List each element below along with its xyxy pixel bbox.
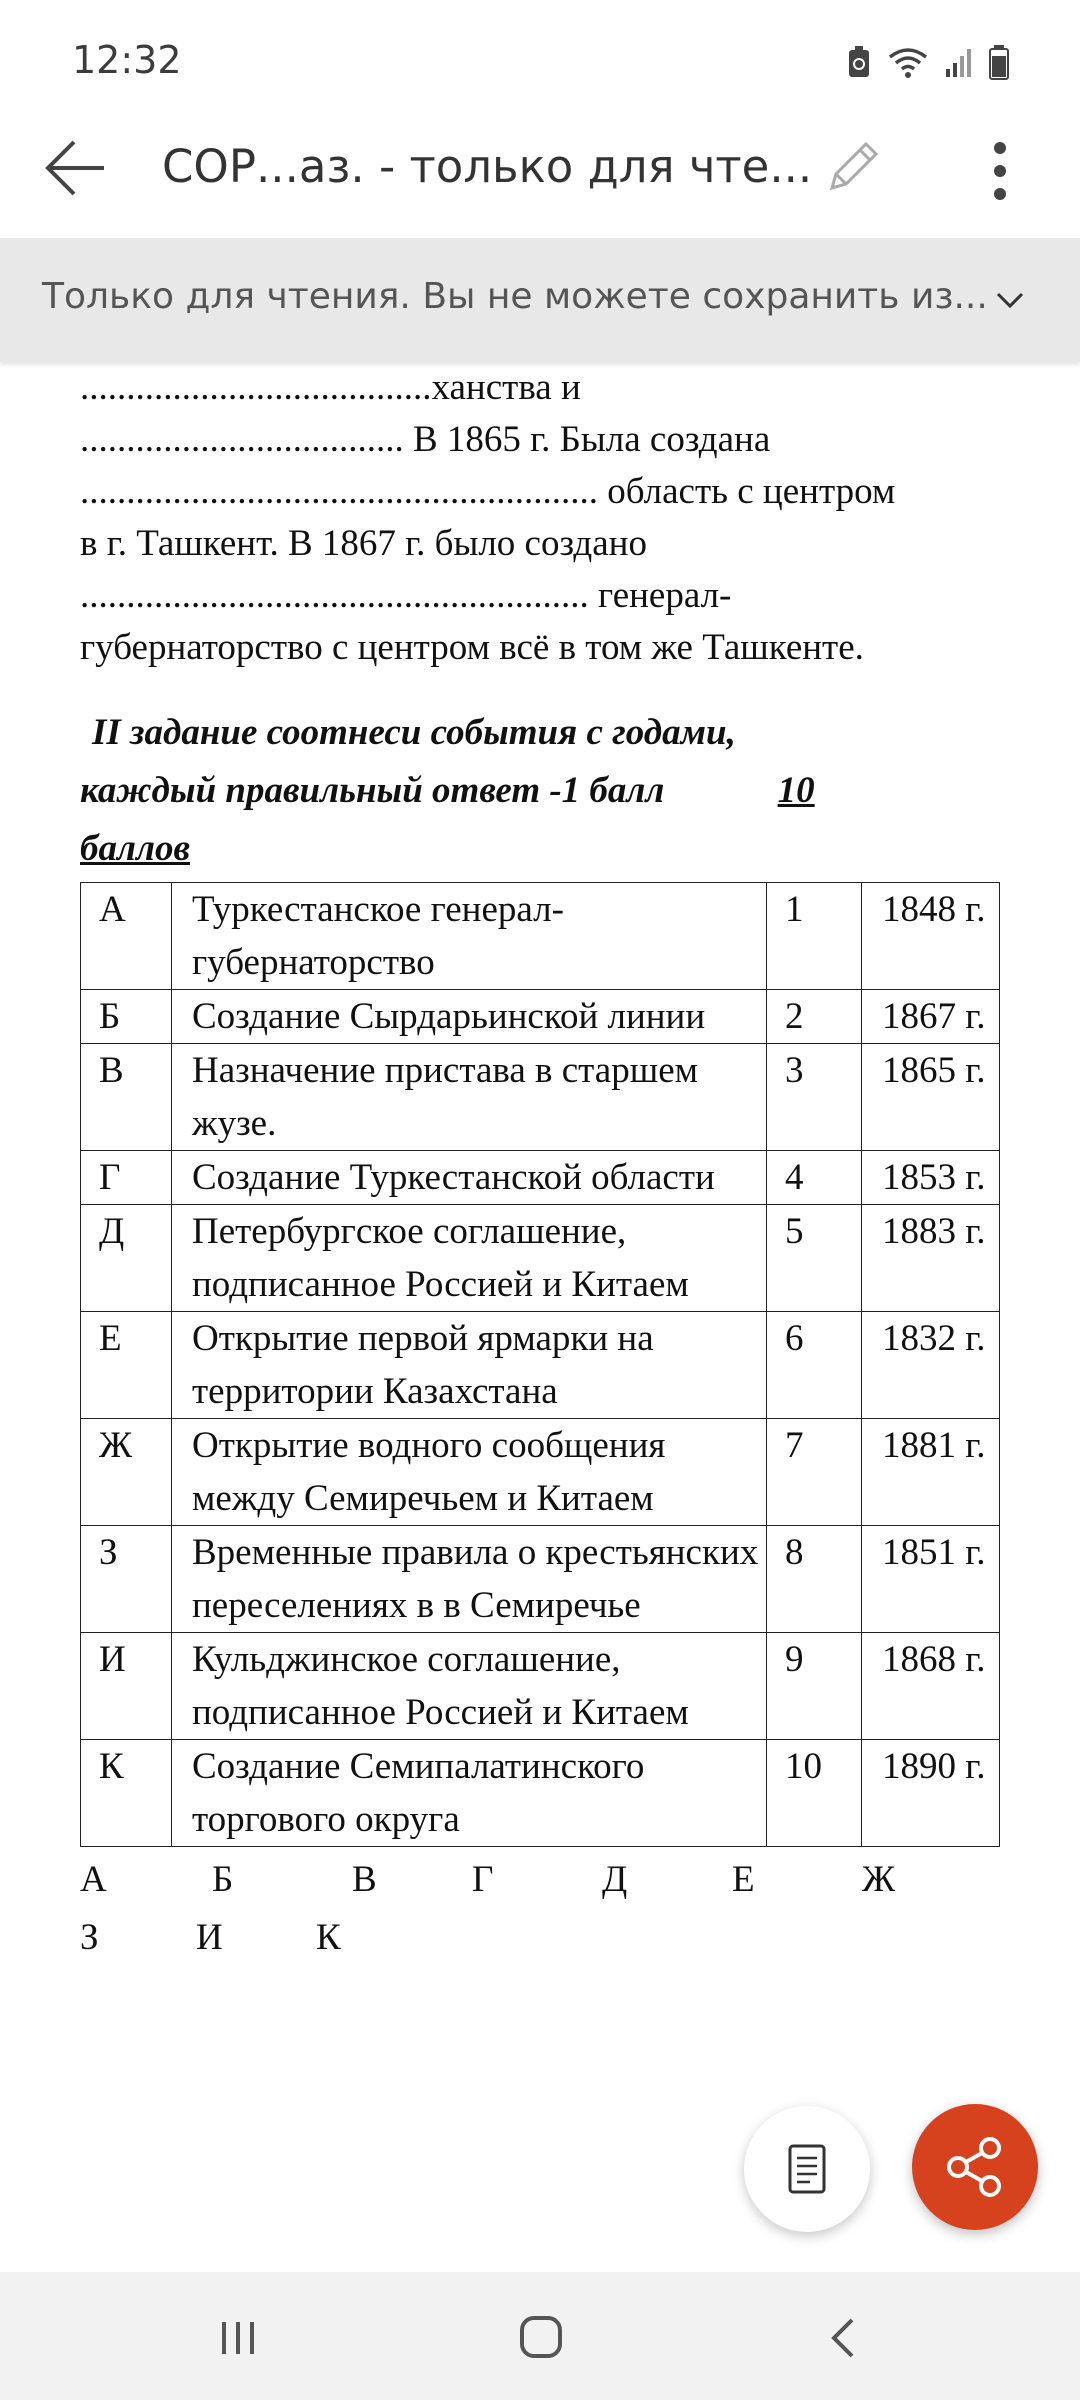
row-letter: Г	[81, 1151, 172, 1205]
home-icon[interactable]	[518, 2314, 564, 2360]
status-icons	[846, 44, 1010, 80]
row-number: 4	[767, 1151, 862, 1205]
row-event: Петербургское соглашение, подписанное Россией и Китаем	[172, 1205, 767, 1312]
answer-line-1	[80, 1851, 1000, 1909]
app-bar	[0, 110, 1080, 238]
row-event: Туркестанское генерал-губернаторство	[172, 883, 767, 990]
row-year: 1890 г.	[862, 1740, 1000, 1847]
document-body	[80, 362, 1000, 1967]
row-year: 1832 г.	[862, 1312, 1000, 1419]
battery-icon	[988, 44, 1010, 80]
table-row	[81, 1419, 1000, 1526]
row-year: 1867 г.	[862, 990, 1000, 1044]
task-line-1: II задание соотнеси события с годами,	[92, 712, 736, 753]
row-letter: А	[81, 883, 172, 990]
row-number: 10	[767, 1740, 862, 1847]
recent-apps-icon[interactable]	[216, 2316, 260, 2360]
row-event: Открытие первой ярмарки на территории Казахстана	[172, 1312, 767, 1419]
row-event: Создание Сырдарьинской линии	[172, 990, 767, 1044]
read-only-banner[interactable]	[0, 238, 1080, 362]
table-row	[81, 1044, 1000, 1151]
paragraph-line: ....................................................... генерал-	[80, 575, 732, 616]
row-year: 1851 г.	[862, 1526, 1000, 1633]
answer-letter: Ж	[862, 1859, 896, 1900]
task-instruction: каждый правильный ответ -1 балл	[80, 770, 665, 811]
answer-letter: К	[316, 1917, 341, 1958]
row-year: 1883 г.	[862, 1205, 1000, 1312]
answer-line-2	[80, 1909, 1000, 1967]
paragraph-line: ......................................ханства и	[80, 367, 581, 408]
paragraph-line: губернаторство с центром всё в том же Ташкенте.	[80, 627, 864, 668]
banner-text: Только для чтения. Вы не можете сохранить из...	[42, 276, 988, 317]
signal-icon	[944, 45, 974, 79]
row-letter: З	[81, 1526, 172, 1633]
row-event: Открытие водного сообщения между Семиречьем и Китаем	[172, 1419, 767, 1526]
task-points: 10	[777, 770, 815, 811]
table-row	[81, 1633, 1000, 1740]
share-icon	[912, 2104, 1038, 2230]
row-year: 1865 г.	[862, 1044, 1000, 1151]
row-letter: В	[81, 1044, 172, 1151]
paragraph-line: ........................................................ область с центром	[80, 471, 896, 512]
row-event: Кульджинское соглашение, подписанное Россией и Китаем	[172, 1633, 767, 1740]
reading-view-button[interactable]	[744, 2106, 870, 2232]
row-number: 6	[767, 1312, 862, 1419]
task-line-3: баллов	[80, 828, 190, 869]
task-line-2	[80, 762, 1000, 820]
status-time: 12:32	[72, 38, 182, 82]
row-number: 9	[767, 1633, 862, 1740]
back-arrow-icon[interactable]	[40, 128, 120, 208]
answer-letter: В	[352, 1859, 377, 1900]
row-event: Создание Семипалатинского торгового округа	[172, 1740, 767, 1847]
table-row	[81, 1526, 1000, 1633]
chevron-down-icon[interactable]	[988, 278, 1032, 322]
row-number: 7	[767, 1419, 862, 1526]
row-number: 2	[767, 990, 862, 1044]
answer-letters	[80, 1851, 1000, 1967]
history-paragraph	[80, 362, 1000, 674]
nav-back-icon[interactable]	[822, 2316, 866, 2360]
table-row	[81, 1151, 1000, 1205]
row-letter: Ж	[81, 1419, 172, 1526]
wifi-icon	[886, 45, 930, 79]
row-year: 1881 г.	[862, 1419, 1000, 1526]
row-event: Создание Туркестанской области	[172, 1151, 767, 1205]
row-year: 1848 г.	[862, 883, 1000, 990]
row-number: 3	[767, 1044, 862, 1151]
answer-letter: Г	[472, 1859, 494, 1900]
document-title: СОР...аз. - только для чте...	[162, 140, 813, 193]
row-letter: Б	[81, 990, 172, 1044]
paragraph-line: ................................... В 1865 г. Была создана	[80, 419, 771, 460]
answer-letter: З	[80, 1917, 99, 1958]
row-year: 1853 г.	[862, 1151, 1000, 1205]
row-letter: Е	[81, 1312, 172, 1419]
battery-saver-icon	[846, 45, 872, 79]
task-heading	[80, 704, 1000, 878]
share-button[interactable]	[912, 2104, 1038, 2230]
row-year: 1868 г.	[862, 1633, 1000, 1740]
pencil-icon[interactable]	[818, 132, 888, 202]
reading-view-icon	[744, 2106, 870, 2232]
row-number: 5	[767, 1205, 862, 1312]
more-vert-icon[interactable]	[980, 136, 1020, 206]
row-event: Временные правила о крестьянских переселениях в в Семиречье	[172, 1526, 767, 1633]
table-row	[81, 883, 1000, 990]
table-row	[81, 1312, 1000, 1419]
system-nav-bar	[0, 2272, 1080, 2400]
table-row	[81, 1740, 1000, 1847]
row-letter: К	[81, 1740, 172, 1847]
matching-table	[80, 882, 1000, 1847]
answer-letter: Б	[212, 1859, 234, 1900]
row-letter: Д	[81, 1205, 172, 1312]
row-event: Назначение пристава в старшем жузе.	[172, 1044, 767, 1151]
row-number: 1	[767, 883, 862, 990]
answer-letter: Е	[732, 1859, 755, 1900]
paragraph-line: в г. Ташкент. В 1867 г. было создано	[80, 523, 647, 564]
answer-letter: А	[80, 1859, 107, 1900]
table-row	[81, 1205, 1000, 1312]
row-number: 8	[767, 1526, 862, 1633]
answer-letter: Д	[602, 1859, 628, 1900]
answer-letter: И	[196, 1917, 223, 1958]
row-letter: И	[81, 1633, 172, 1740]
table-row	[81, 990, 1000, 1044]
